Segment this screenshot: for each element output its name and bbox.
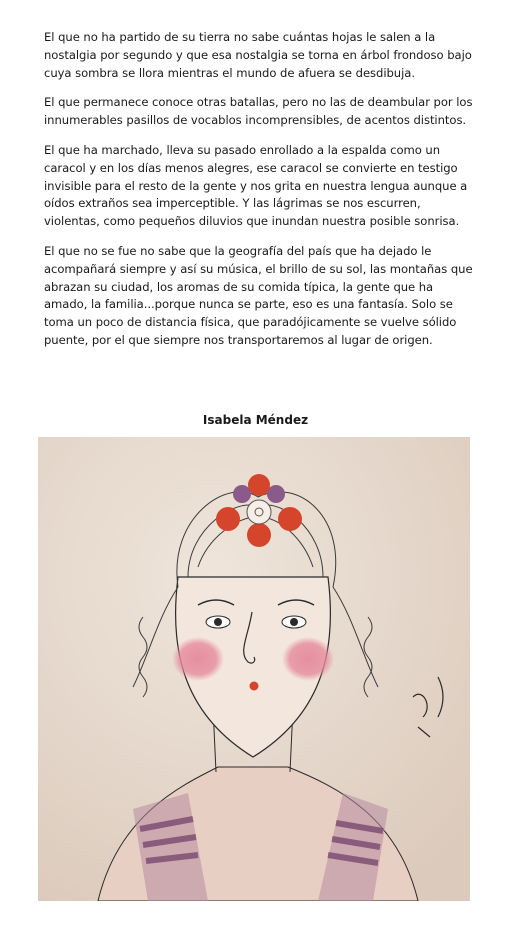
portrait-painting (38, 437, 470, 901)
author-name: Isabela Méndez (202, 413, 309, 427)
paragraph-3: El que ha marchado, lleva su pasado enrollado a la espalda como un caracol y en los días menos alegres, ese caracol se convierte en testigo invisible para el resto de la gente y nos grita en nuestra lengua aunque a oídos extraños sea imperceptible. Y las lágrimas se nos escurren, violentas, como pequeños diluvios que inundan nuestra posible sonrisa. (44, 142, 468, 229)
paragraph-4: El que no se fue no sabe que la geografía del país que ha dejado le acompañará siempre y así su música, el brillo de su sol, las montañas que abrazan su ciudad, los aromas de su comida típica, la gente que ha amado, la familia...porque nunca se parte, eso es una fantasía. Solo se toma un poco de distancia física, que paradójicamente se vuelve sólido puente, por el que siempre nos transportaremos al lugar de origen. (44, 243, 473, 347)
poem-text (44, 29, 474, 362)
portrait-illustration (38, 437, 470, 901)
mouth (250, 682, 259, 691)
paragraph-2: El que permanece conoce otras batallas, pero no las de deambular por los innumerables pasillos de vocablos incomprensibles, de acentos distintos. (44, 95, 473, 128)
right-cheek (282, 637, 334, 681)
paragraph-1: El que no ha partido de su tierra no sabe cuántas hojas le salen a la nostalgia por segundo y que esa nostalgia se torna en árbol frondoso bajo cuya sombra se llora mientras el mundo de afuera se desdibuja. (44, 30, 472, 80)
left-cheek (172, 637, 224, 681)
